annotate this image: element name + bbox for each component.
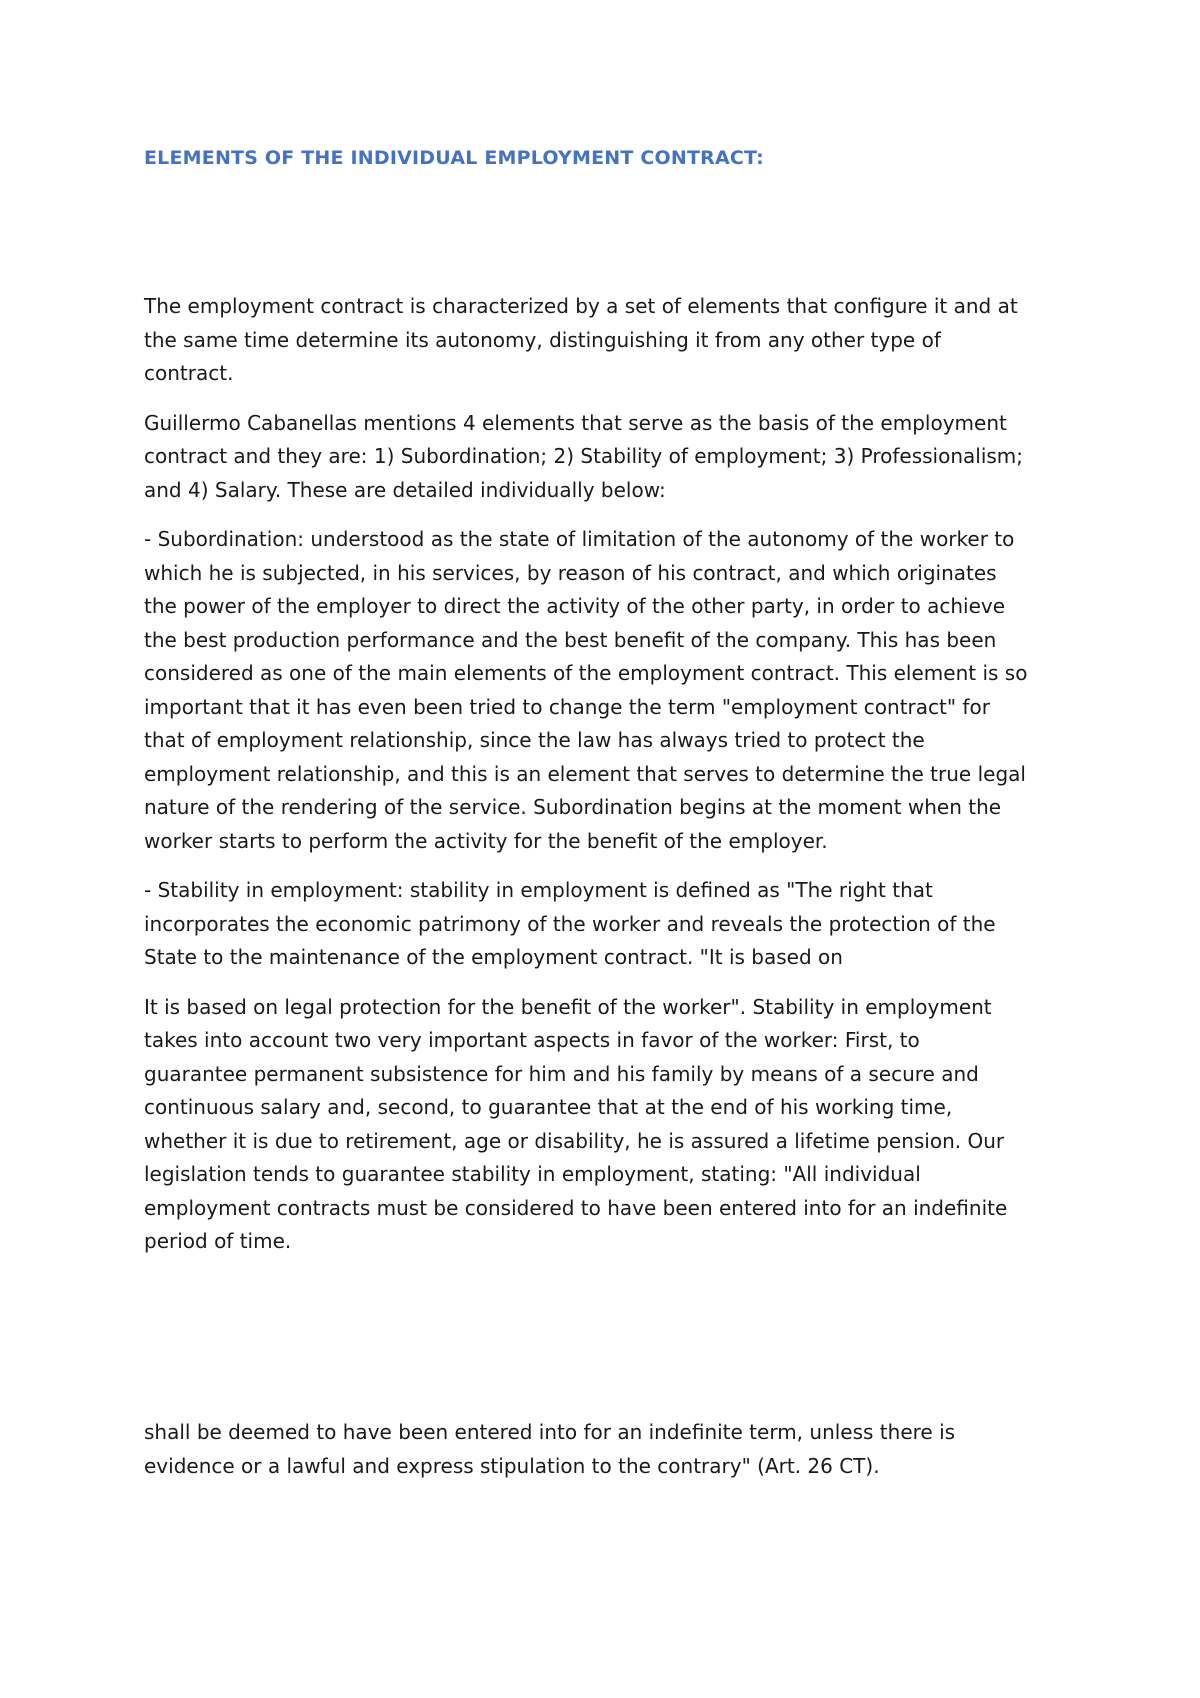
paragraph-subordination: - Subordination: understood as the state of limitation of the autonomy of the worker to which he is subjected, in his services, by reason of his contract, and which originates the power of the employer to direct the activity of the other party, in order to achieve the best production performance and the best benefit of the company. This has been considered as one of the main elements of the employment contract. This element is so important that it has even been tried to change the term "employment contract" for that of employment relationship, since the law has always tried to protect the employment relationship, and this is an element that serves to determine the true legal nature of the rendering of the service. Subordination begins at the moment when the worker starts to perform the activity for the benefit of the employer. xyxy=(144,527,1028,853)
document-title: ELEMENTS OF THE INDIVIDUAL EMPLOYMENT CONTRACT: xyxy=(144,147,764,169)
paragraph-stability: - Stability in employment: stability in employment is defined as "The right that incorporates the economic patrimony of the worker and reveals the protection of the State to the maintenance of the employment contract. "It is based on xyxy=(144,878,996,969)
paragraph-intro: The employment contract is characterized by a set of elements that configure it and at the same time determine its autonomy, distinguishing it from any other type of contract. xyxy=(144,294,1018,385)
paragraph-stability-continued: It is based on legal protection for the benefit of the worker". Stability in employment takes into account two very important aspects in favor of the worker: First, to guarantee permanent subsistence for him and his family by means of a secure and continuous salary and, second, to guarantee that at the end of his working time, whether it is due to retirement, age or disability, he is assured a lifetime pension. Our legislation tends to guarantee stability in employment, stating: "All individual employment contracts must be considered to have been entered into for an indefinite period of time. xyxy=(144,994,1008,1253)
document-body-continued xyxy=(144,1416,1069,1499)
paragraph-closing: shall be deemed to have been entered into for an indefinite term, unless there is evidence or a lawful and express stipulation to the contrary" (Art. 26 CT). xyxy=(144,1420,956,1478)
paragraph-elements-list: Guillermo Cabanellas mentions 4 elements that serve as the basis of the employment contract and they are: 1) Subordination; 2) Stability of employment; 3) Professionalism; and 4) Salary. These are detailed individually below: xyxy=(144,410,1024,502)
document-body xyxy=(144,290,1069,1275)
